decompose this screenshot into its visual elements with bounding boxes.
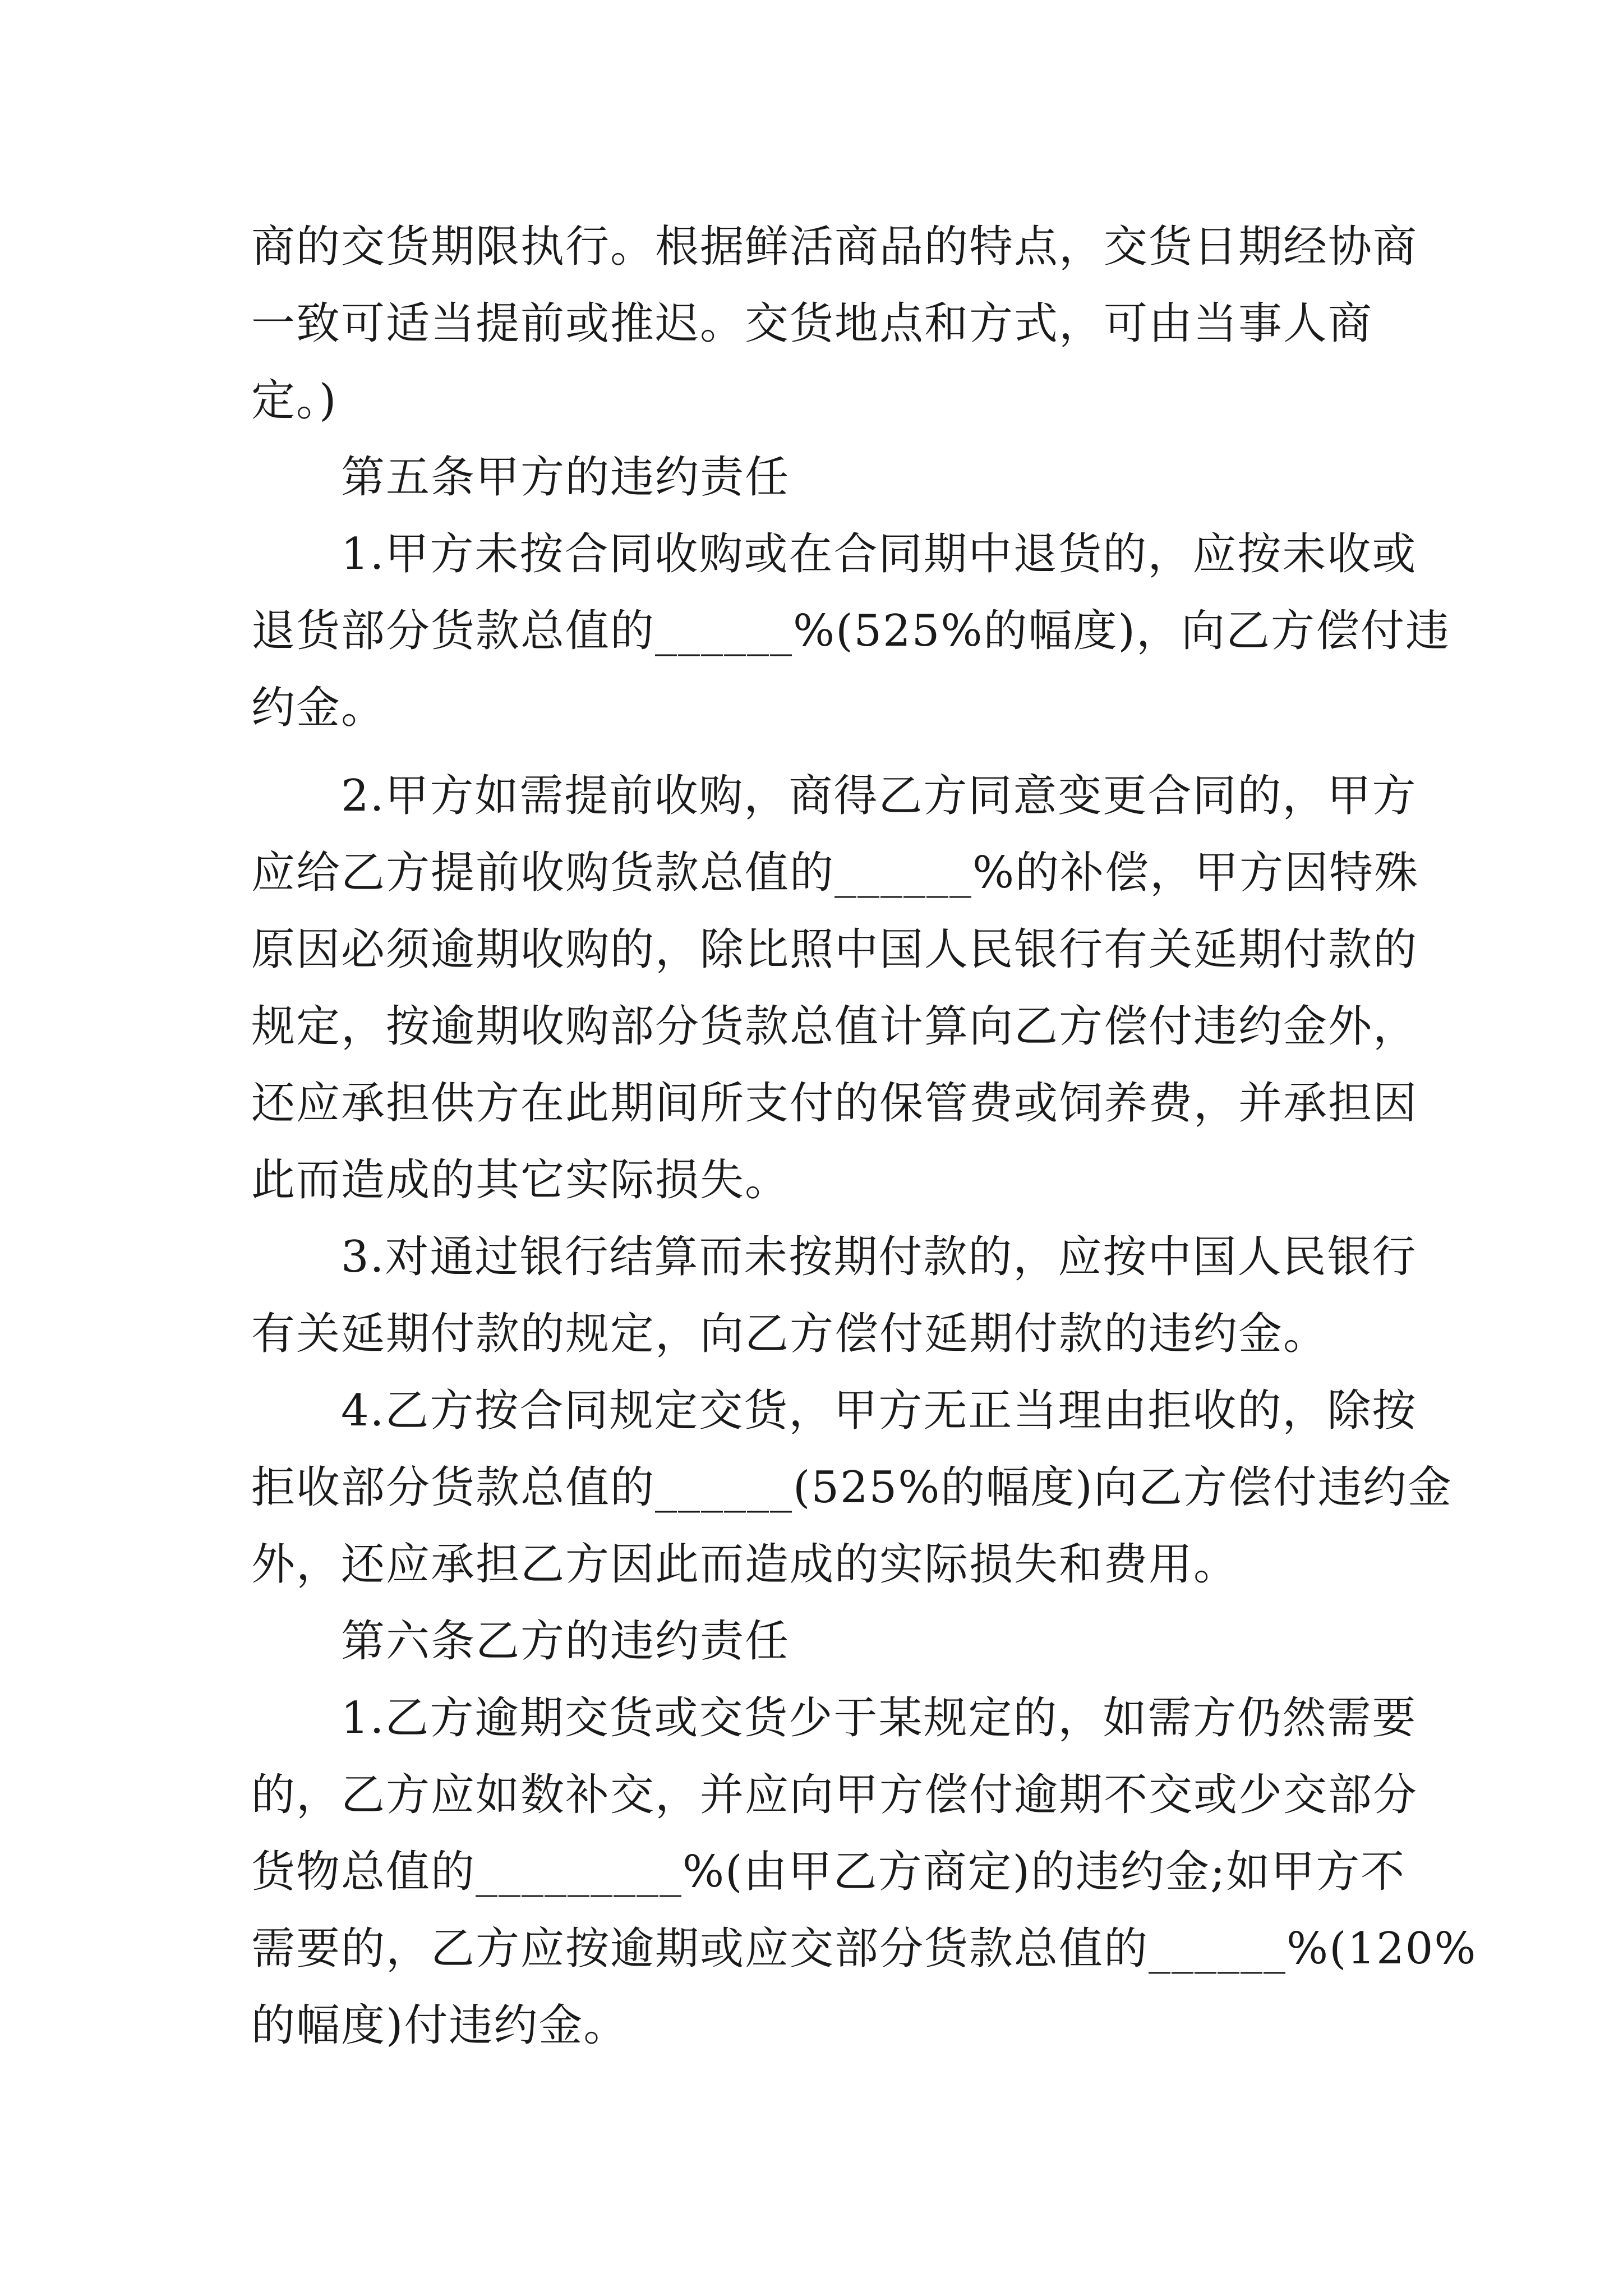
clause-5-2-line: 规定，按逾期收购部分货款总值计算向乙方偿付违约金外， [251,1001,1418,1052]
clause-5-1-line: 退货部分货款总值的______%(525%的幅度)，向乙方偿付违 [251,606,1450,656]
clause-6-1-line: 的，乙方应如数补交，并应向甲方偿付逾期不交或少交部分 [251,1770,1418,1820]
clause-5-3-line: 有关延期付款的规定，向乙方偿付延期付款的违约金。 [251,1309,1329,1359]
clause-5-2-line: 2.甲方如需提前收购，商得乙方同意变更合同的，甲方 [341,771,1417,821]
clause-6-1-line: 需要的，乙方应按逾期或应交部分货款总值的______%(120% [251,1924,1477,1974]
clause-5-4-line: 拒收部分货款总值的______(525%的幅度)向乙方偿付违约金 [251,1462,1453,1513]
text-line: 定。) [251,375,338,426]
clause-6-1-line: 货物总值的_________%(由甲乙方商定)的违约金;如甲方不 [251,1847,1406,1897]
clause-5-2-line: 应给乙方提前收购货款总值的______%的补偿，甲方因特殊 [251,848,1419,898]
section-heading-article-6: 第六条乙方的违约责任 [341,1616,790,1667]
clause-5-3-line: 3.对通过银行结算而未按期付款的，应按中国人民银行 [341,1232,1417,1282]
clause-6-1-line: 1.乙方逾期交货或交货少于某规定的，如需方仍然需要 [341,1693,1417,1743]
clause-5-4-line: 外，还应承担乙方因此而造成的实际损失和费用。 [251,1539,1239,1590]
text-line: 一致可适当提前或推迟。交货地点和方式，可由当事人商 [251,298,1373,349]
clause-5-1-line: 1.甲方未按合同收购或在合同期中退货的，应按未收或 [341,529,1417,579]
clause-5-4-line: 4.乙方按合同规定交货，甲方无正当理由拒收的，除按 [341,1386,1417,1436]
section-heading-article-5: 第五条甲方的违约责任 [341,452,790,503]
contract-body [251,209,1477,2064]
text-line: 商的交货期限执行。根据鲜活商品的特点，交货日期经协商 [251,222,1418,272]
clause-5-2-line: 还应承担供方在此期间所支付的保管费或饲养费，并承担因 [251,1078,1418,1129]
clause-5-1-line: 约金。 [251,683,386,733]
clause-5-2-line: 此而造成的其它实际损失。 [251,1155,790,1205]
clause-6-1-line: 的幅度)付违约金。 [251,2000,629,2051]
clause-5-2-line: 原因必须逾期收购的，除比照中国人民银行有关延期付款的 [251,924,1418,975]
